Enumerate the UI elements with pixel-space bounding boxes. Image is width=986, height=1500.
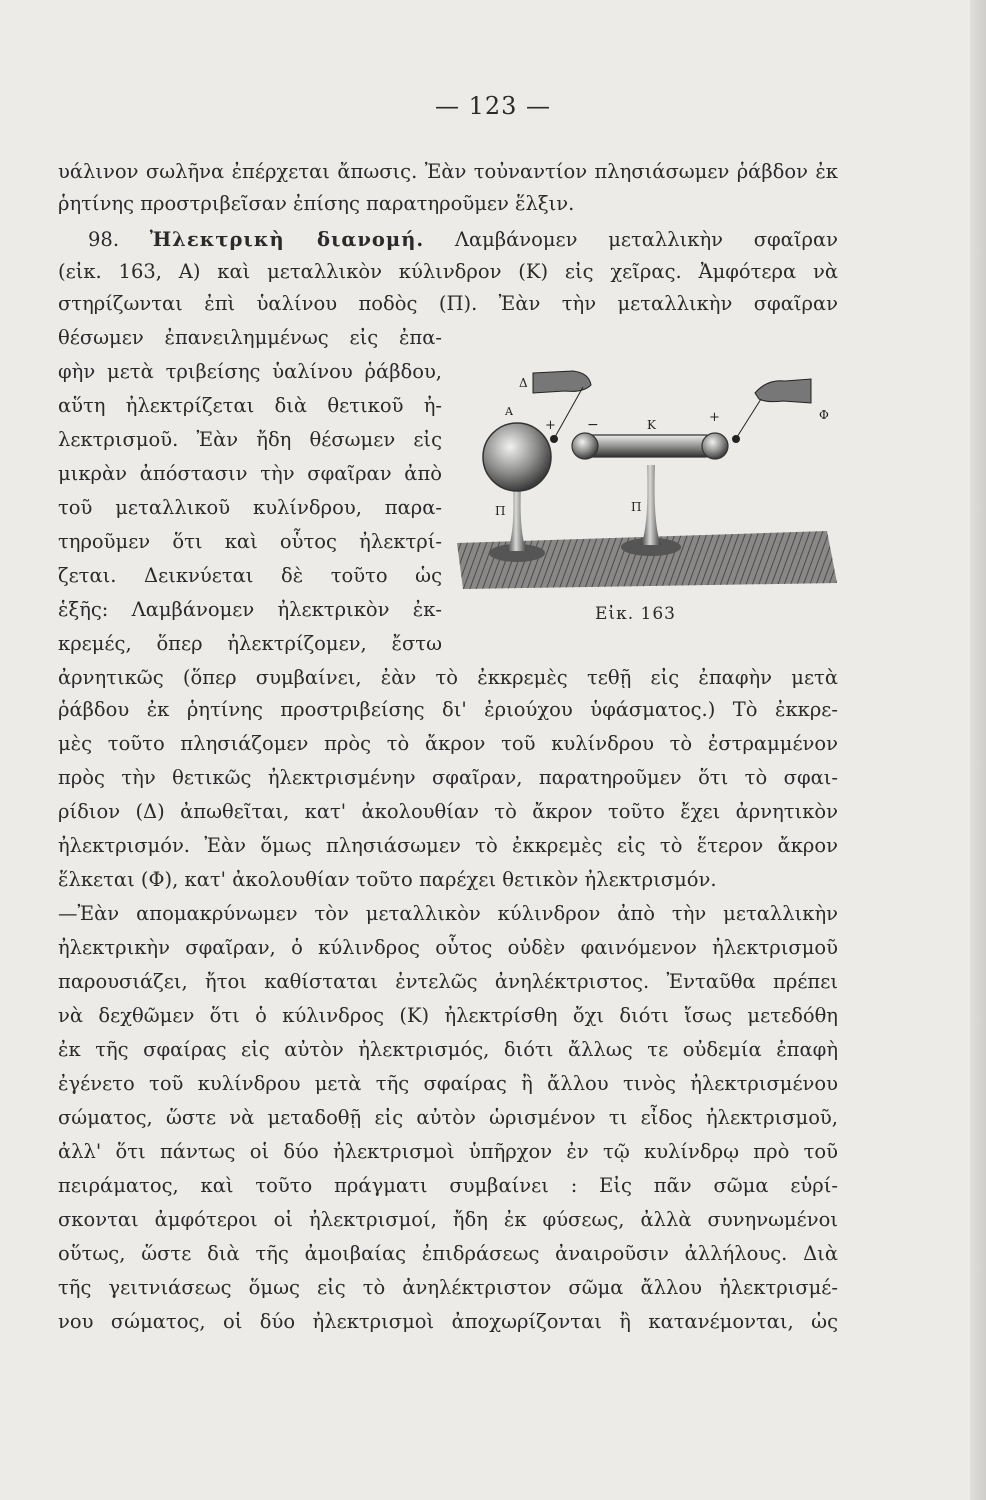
electrostatic-apparatus-illustration bbox=[455, 365, 840, 605]
text-line: παρουσιάζει, ἤτοι καθίσταται ἐντελῶς ἀνηλέκτριστος. Ἐνταῦθα πρέπει bbox=[58, 970, 838, 993]
text-line: ἠλεκτρικὴν σφαῖραν, ὁ κύλινδρος οὗτος οὐδὲν φαινόμενον ἠλεκτρισμοῦ bbox=[58, 936, 838, 959]
text-line: τηροῦμεν ὅτι καὶ οὗτος ἠλεκτρί- bbox=[58, 530, 442, 553]
left-hand-icon bbox=[533, 371, 591, 393]
text-line: ἐκ τῆς σφαίρας εἰς αὐτὸν ἠλεκτρισμός, διότι ἄλλως τε οὐδεμία ἐπαφὴ bbox=[58, 1038, 838, 1061]
cylinder-left-end bbox=[572, 433, 598, 459]
right-pendulum-thread bbox=[737, 399, 761, 437]
text-line: νὰ δεχθῶμεν ὅτι ὁ κύλινδρος (Κ) ἠλεκτρίσθη ὄχι διότι ἴσως μετεδόθη bbox=[58, 1004, 838, 1027]
text-line: (εἰκ. 163, Α) καὶ μεταλλικὸν κύλινδρον (Κ) εἰς χεῖρας. Ἀμφότερα νὰ bbox=[58, 260, 838, 283]
text-line: ῥάβδου ἐκ ῥητίνης προστριβείσης δι' ἐριούχου ὑφάσματος.) Τὸ ἐκκρε- bbox=[58, 698, 838, 721]
left-pendulum-ball bbox=[550, 435, 558, 443]
text-line: —Ἐὰν απομακρύνωμεν τὸν μεταλλικὸν κύλινδρον ἀπὸ τὴν μεταλλικὴν bbox=[58, 902, 838, 925]
label-alpha: Α bbox=[505, 405, 513, 418]
text-line: αὕτη ἠλεκτρίζεται διὰ θετικοῦ ἠ- bbox=[58, 394, 442, 417]
metal-cylinder bbox=[583, 435, 713, 457]
right-hand-icon bbox=[755, 379, 811, 403]
text-line: φὴν μετὰ τριβείσης ὑαλίνου ῥάβδου, bbox=[58, 360, 442, 383]
label-minus: − bbox=[587, 417, 599, 433]
label-plus-right: + bbox=[709, 410, 720, 425]
text-line: μὲς τοῦτο πλησιάζομεν πρὸς τὸ ἄκρον τοῦ κυλίνδρου τὸ ἐστραμμένον bbox=[58, 732, 838, 755]
cylinder-right-end bbox=[702, 433, 728, 459]
text-line: ἕλκεται (Φ), κατ' ἀκολουθίαν τοῦτο παρέχει θετικὸν ἠλεκτρισμόν. bbox=[58, 868, 717, 891]
text-line: μικρὰν ἀπόστασιν τὴν σφαῖραν ἀπὸ bbox=[58, 462, 442, 485]
right-glass-stand bbox=[641, 465, 661, 545]
text-line: ἀρνητικῶς (ὅπερ συμβαίνει, ἐὰν τὸ ἐκκρεμὲς τεθῇ εἰς ἐπαφὴν μετὰ bbox=[58, 666, 838, 689]
label-plus-left: + bbox=[545, 418, 556, 433]
right-pendulum-ball bbox=[732, 435, 740, 443]
left-pendulum-thread bbox=[555, 387, 583, 437]
text-line: ἑξῆς: Λαμβάνομεν ἠλεκτρικὸν ἐκ- bbox=[58, 598, 442, 621]
text-line: οὕτως, ὥστε διὰ τῆς ἀμοιβαίας ἐπιδράσεως ἀναιροῦσιν ἀλλήλους. Διὰ bbox=[58, 1242, 838, 1265]
text-line: ζεται. Δεικνύεται δὲ τοῦτο ὡς bbox=[58, 564, 442, 587]
section-heading-line bbox=[88, 224, 838, 256]
text-line: ρίδιον (Δ) ἀπωθεῖται, κατ' ἀκολουθίαν τὸ ἄκρον τοῦτο ἔχει ἀρνητικὸν bbox=[58, 800, 838, 823]
text-line: τοῦ μεταλλικοῦ κυλίνδρου, παρα- bbox=[58, 496, 442, 519]
text-line: ἀλλ' ὅτι πάντως οἱ δύο ἠλεκτρισμοὶ ὑπῆρχον ἐν τῷ κυλίνδρῳ πρὸ τοῦ bbox=[58, 1140, 838, 1163]
text-line: υάλινον σωλῆνα ἐπέρχεται ἄπωσις. Ἐὰν τοὐναντίον πλησιάσωμεν ῥάβδον ἐκ bbox=[58, 160, 838, 183]
label-delta: Δ bbox=[519, 376, 528, 390]
page-edge bbox=[970, 0, 986, 1500]
figure-163 bbox=[455, 365, 840, 605]
text-line: νου σώματος, οἱ δύο ἠλεκτρισμοὶ ἀποχωρίζονται ἢ κατανέμονται, ὡς bbox=[58, 1310, 838, 1333]
label-pi-right: Π bbox=[631, 500, 642, 514]
figure-caption: Εἰκ. 163 bbox=[595, 604, 676, 624]
metal-sphere bbox=[483, 423, 551, 491]
text-line: σώματος, ὥστε νὰ μεταδοθῇ εἰς αὐτὸν ὡρισμένον τι εἶδος ἠλεκτρισμοῦ, bbox=[58, 1106, 838, 1129]
text-line: σκονται ἀμφότεροι οἱ ἠλεκτρισμοί, ἤδη ἐκ φύσεως, ἀλλὰ συνηνωμένοι bbox=[58, 1208, 838, 1231]
label-kappa: Κ bbox=[647, 418, 656, 432]
label-pi-left: Π bbox=[495, 504, 506, 518]
section-number: 98. bbox=[88, 228, 120, 251]
label-phi: Φ bbox=[819, 408, 829, 422]
text-line: στηρίζωνται ἐπὶ ὑαλίνου ποδὸς (Π). Ἐὰν τὴν μεταλλικὴν σφαῖραν bbox=[58, 292, 838, 315]
text-line: κρεμές, ὅπερ ἠλεκτρίζομεν, ἔστω bbox=[58, 632, 442, 655]
section-first-line: Λαμβάνομεν μεταλλικὴν σφαῖραν bbox=[454, 228, 838, 251]
text-line: πειράματος, καὶ τοῦτο πράγματι συμβαίνει : Εἰς πᾶν σῶμα εὑρί- bbox=[58, 1174, 838, 1197]
section-title: Ἠλεκτρικὴ διανομή. bbox=[149, 228, 425, 251]
text-line: λεκτρισμοῦ. Ἐὰν ἤδη θέσωμεν εἰς bbox=[58, 428, 442, 451]
text-line: τῆς γειτνιάσεως ὅμως εἰς τὸ ἀνηλέκτριστον σῶμα ἄλλου ἠλεκτρισμέ- bbox=[58, 1276, 838, 1299]
text-line: θέσωμεν ἐπανειλημμένως εἰς ἐπα- bbox=[58, 326, 442, 349]
text-line: ῥητίνης προστριβεῖσαν ἐπίσης παρατηροῦμεν ἕλξιν. bbox=[58, 192, 575, 215]
text-line: ἠλεκτρισμόν. Ἐὰν ὅμως πλησιάσωμεν τὸ ἐκκρεμὲς εἰς τὸ ἕτερον ἄκρον bbox=[58, 834, 838, 857]
text-line: πρὸς τὴν θετικῶς ἠλεκτρισμένην σφαῖραν, παρατηροῦμεν ὅτι τὸ σφαι- bbox=[58, 766, 838, 789]
page-number: — 123 — bbox=[434, 92, 552, 120]
text-line: ἐγένετο τοῦ κυλίνδρου μετὰ τῆς σφαίρας ἢ ἄλλου τινὸς ἠλεκτρισμένου bbox=[58, 1072, 838, 1095]
